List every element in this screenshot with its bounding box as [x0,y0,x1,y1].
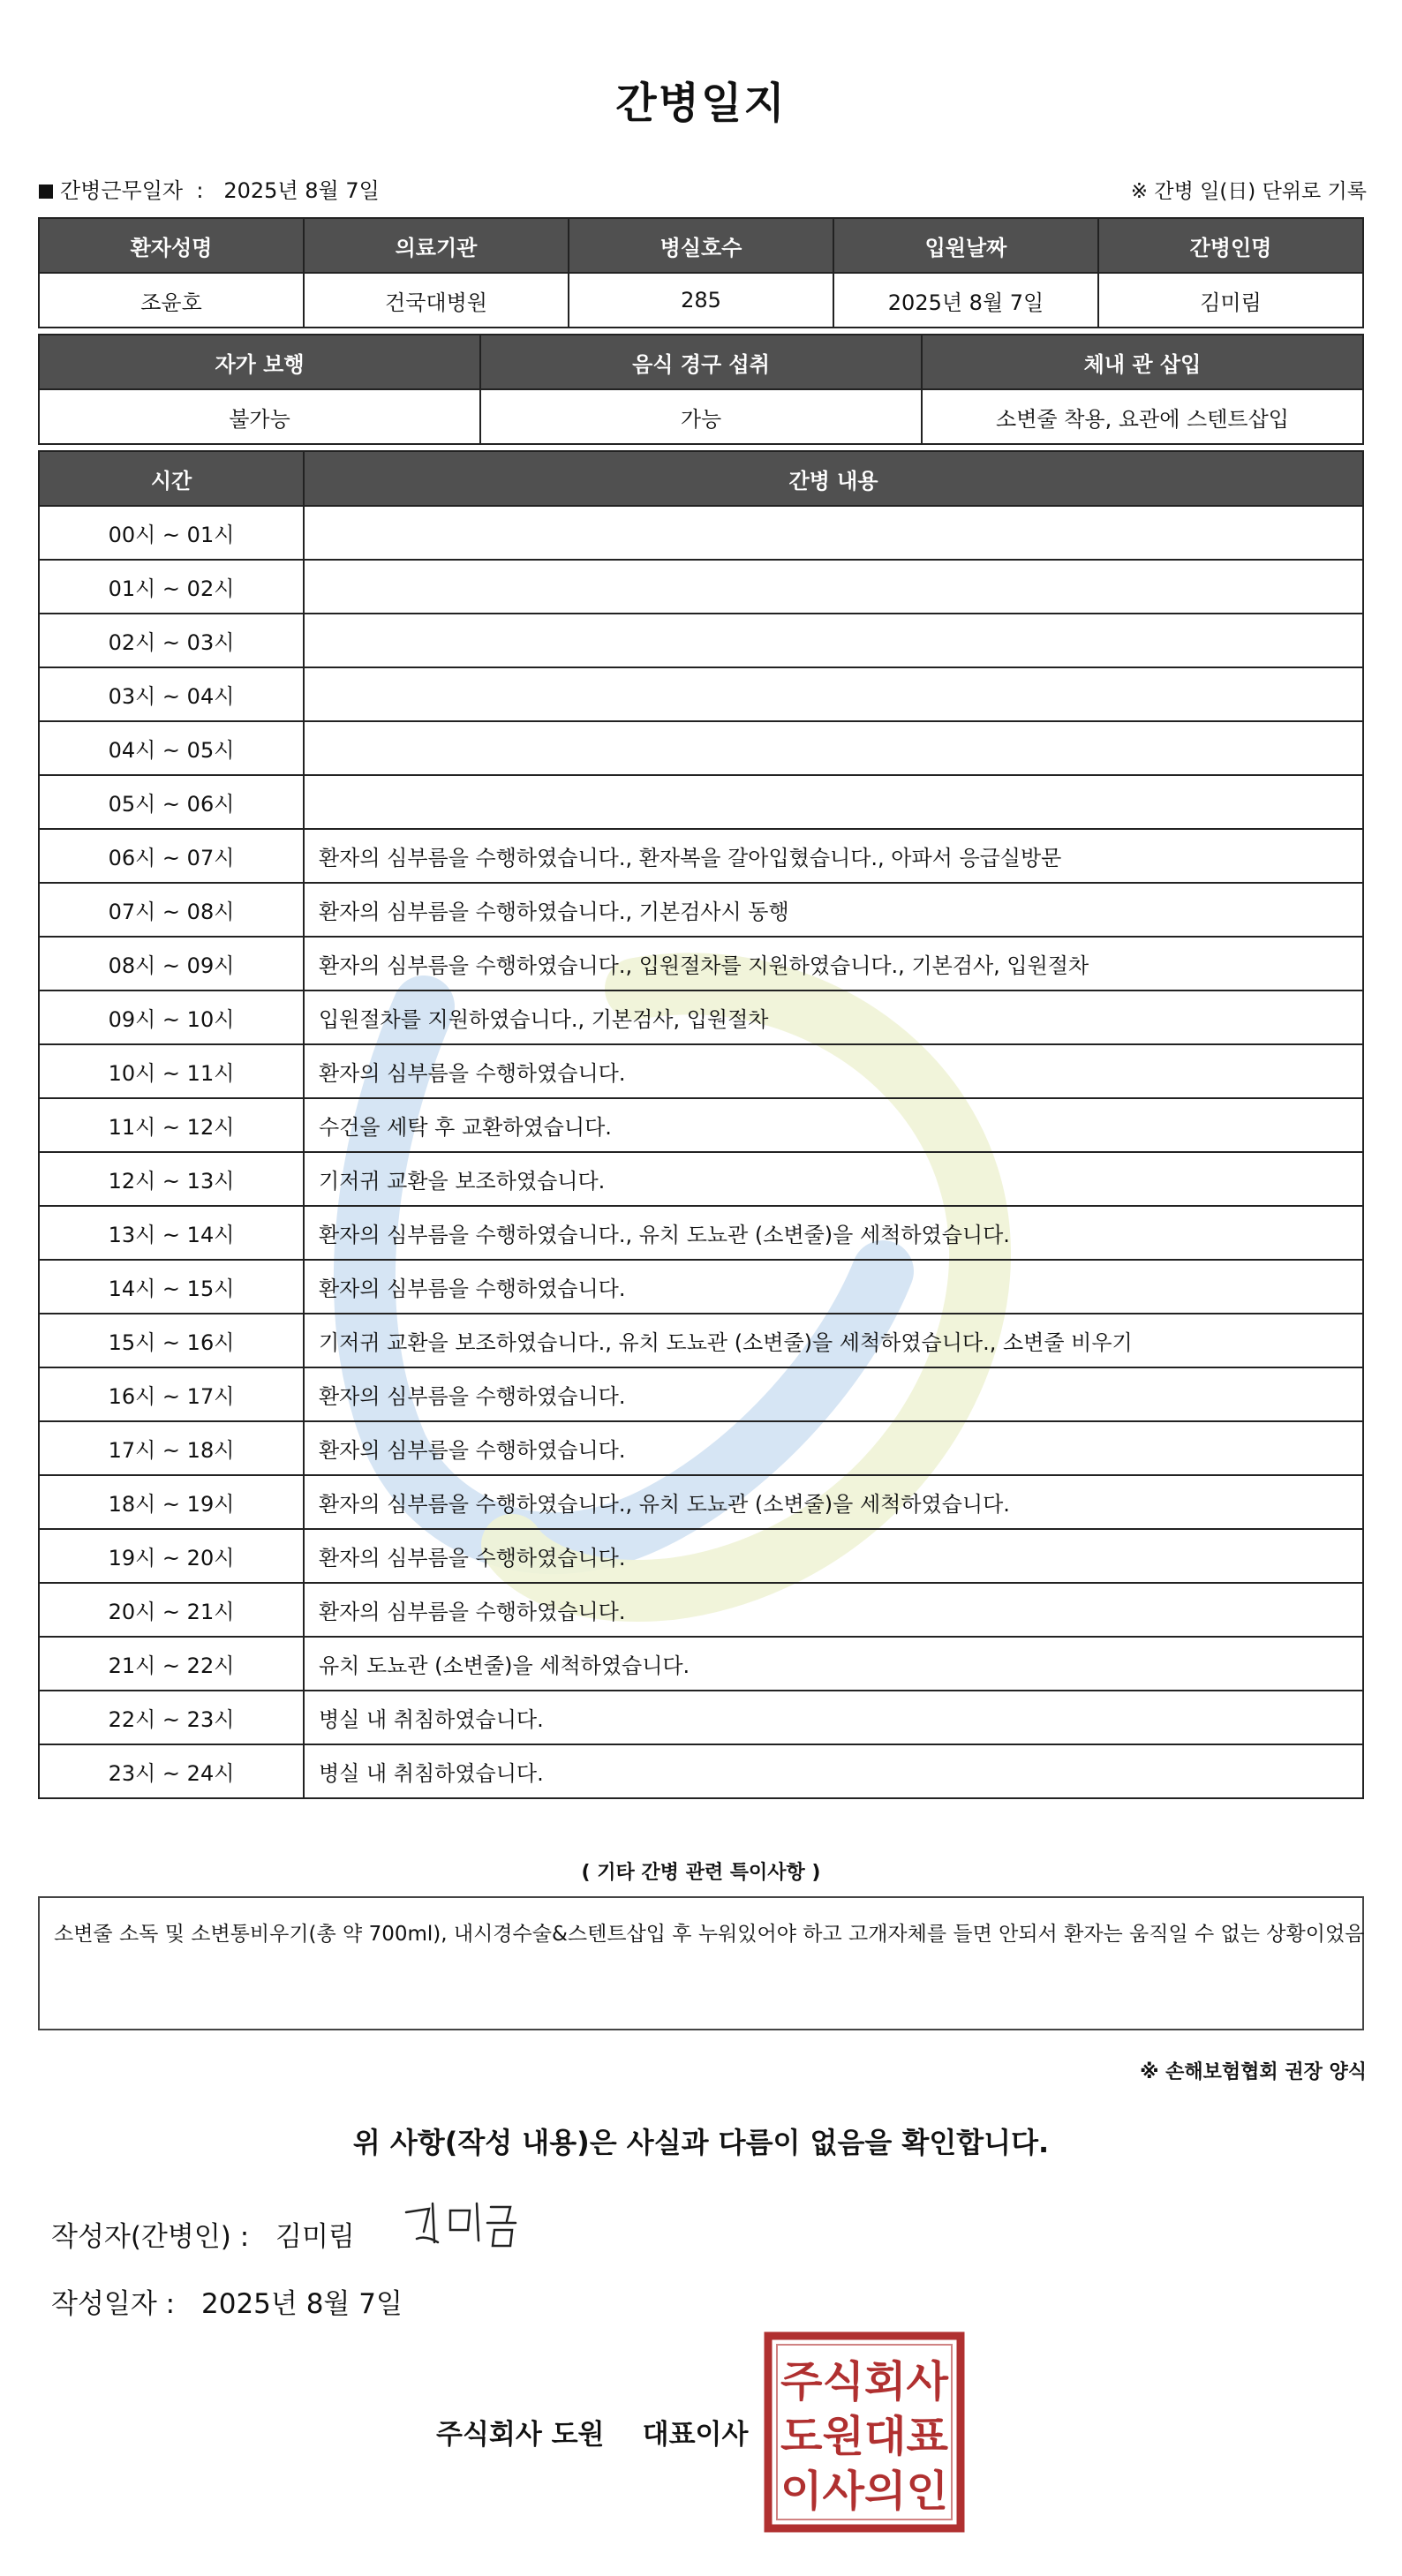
header-patient-name: 환자성명 [39,218,304,273]
log-time: 23시 ~ 24시 [39,1744,304,1798]
log-content: 환자의 심부름을 수행하였습니다., 입원절차를 지원하였습니다., 기본검사, 입원절차 [304,937,1363,990]
table-row [39,1260,1363,1314]
table-row [39,1421,1363,1475]
header-hospital: 의료기관 [304,218,569,273]
header-caregiver: 간병인명 [1098,218,1363,273]
patient-status-table [38,334,1364,445]
admission-date: 2025년 8월 7일 [833,273,1098,328]
log-time: 10시 ~ 11시 [39,1044,304,1098]
table-row [39,1314,1363,1367]
log-time: 11시 ~ 12시 [39,1098,304,1152]
caregiver-name: 김미림 [1098,273,1363,328]
header-walking: 자가 보행 [39,335,480,389]
log-time: 05시 ~ 06시 [39,775,304,829]
handwritten-signature [399,2196,531,2258]
log-time: 16시 ~ 17시 [39,1367,304,1421]
table-row [39,1044,1363,1098]
table-row [39,1152,1363,1206]
log-content: 환자의 심부름을 수행하였습니다. [304,1529,1363,1583]
company-seal-stamp [763,2331,966,2534]
log-content: 환자의 심부름을 수행하였습니다. [304,1367,1363,1421]
special-notes-text: 소변줄 소독 및 소변통비우기(총 약 700ml), 내시경수술&스텐트삽입 후 누워있어야 하고 고개자체를 들면 안되서 환자는 움직일 수 없는 상황이었음 [54,1923,1365,1946]
log-content: 기저귀 교환을 보조하였습니다., 유치 도뇨관 (소변줄)을 세척하였습니다., 소변줄 비우기 [304,1314,1363,1367]
header-content: 간병 내용 [304,451,1363,506]
care-log-body [39,506,1363,1798]
log-time: 22시 ~ 23시 [39,1691,304,1744]
svg-text:이사의인: 이사의인 [780,2467,948,2516]
hospital: 건국대병원 [304,273,569,328]
log-content: 환자의 심부름을 수행하였습니다. [304,1044,1363,1098]
log-time: 13시 ~ 14시 [39,1206,304,1260]
work-date [39,173,380,204]
log-content: 기저귀 교환을 보조하였습니다. [304,1152,1363,1206]
date-label: 작성일자 : [51,2288,176,2320]
log-content: 병실 내 취침하였습니다. [304,1744,1363,1798]
log-content [304,560,1363,614]
unit-note: ※ 간병 일(日) 단위로 기록 [1130,180,1367,203]
work-date-separator: : [196,178,204,203]
log-content [304,667,1363,721]
svg-text:도원대표: 도원대표 [780,2412,949,2461]
log-content: 환자의 심부름을 수행하였습니다., 기본검사시 동행 [304,883,1363,937]
log-content: 환자의 심부름을 수행하였습니다., 유치 도뇨관 (소변줄)을 세척하였습니다. [304,1475,1363,1529]
log-time: 15시 ~ 16시 [39,1314,304,1367]
log-content: 병실 내 취침하였습니다. [304,1691,1363,1744]
company-signatory: 주식회사 도원 대표이사 [436,2419,749,2451]
table-row [39,1529,1363,1583]
table-row [39,1475,1363,1529]
table-row [39,990,1363,1044]
document-title: 간병일지 [615,79,787,128]
care-log-table [38,450,1364,1799]
log-time: 18시 ~ 19시 [39,1475,304,1529]
log-content: 수건을 세탁 후 교환하였습니다. [304,1098,1363,1152]
table-row [39,1583,1363,1637]
header-time: 시간 [39,451,304,506]
table-row [39,506,1363,560]
table-row [39,721,1363,775]
svg-text:주식회사: 주식회사 [780,2357,949,2407]
table-row [39,883,1363,937]
log-time: 12시 ~ 13시 [39,1152,304,1206]
log-content: 환자의 심부름을 수행하였습니다., 환자복을 갈아입혔습니다., 아파서 응급실방문 [304,829,1363,883]
table-row [39,1744,1363,1798]
log-time: 21시 ~ 22시 [39,1637,304,1691]
log-time: 14시 ~ 15시 [39,1260,304,1314]
date-value: 2025년 8월 7일 [201,2288,403,2320]
log-time: 01시 ~ 02시 [39,560,304,614]
log-content: 환자의 심부름을 수행하였습니다. [304,1421,1363,1475]
log-time: 09시 ~ 10시 [39,990,304,1044]
log-time: 06시 ~ 07시 [39,829,304,883]
recommend-note: ※ 손해보험협회 권장 양식 [1140,2061,1367,2083]
table-row [39,614,1363,667]
walking-status: 불가능 [39,389,480,444]
log-content [304,775,1363,829]
log-content [304,614,1363,667]
patient-info-table [38,217,1364,328]
log-content [304,721,1363,775]
table-row [39,667,1363,721]
log-time: 07시 ~ 08시 [39,883,304,937]
work-date-value: 2025년 8월 7일 [223,178,380,203]
special-notes-box [38,1896,1364,2030]
tube-status: 소변줄 착용, 요관에 스텐트삽입 [922,389,1363,444]
special-notes-title: ( 기타 간병 관련 특이사항 ) [581,1862,821,1884]
log-content: 환자의 심부름을 수행하였습니다. [304,1583,1363,1637]
log-time: 20시 ~ 21시 [39,1583,304,1637]
writer-name: 김미림 [275,2221,355,2253]
log-time: 02시 ~ 03시 [39,614,304,667]
room-number: 285 [569,273,833,328]
table-row [39,1637,1363,1691]
log-content: 환자의 심부름을 수행하였습니다. [304,1260,1363,1314]
confirmation-statement: 위 사항(작성 내용)은 사실과 다름이 없음을 확인합니다. [352,2126,1050,2159]
header-admission-date: 입원날짜 [833,218,1098,273]
work-date-label: 간병근무일자 [60,178,184,203]
table-row [39,1098,1363,1152]
log-content: 유치 도뇨관 (소변줄)을 세척하였습니다. [304,1637,1363,1691]
header-tube: 체내 관 삽입 [922,335,1363,389]
table-row [39,560,1363,614]
log-content: 입원절차를 지원하였습니다., 기본검사, 입원절차 [304,990,1363,1044]
log-time: 03시 ~ 04시 [39,667,304,721]
log-time: 04시 ~ 05시 [39,721,304,775]
table-row [39,775,1363,829]
table-row [39,829,1363,883]
oral-intake-status: 가능 [480,389,922,444]
writer-label: 작성자(간병인) : [51,2221,250,2253]
log-content: 환자의 심부름을 수행하였습니다., 유치 도뇨관 (소변줄)을 세척하였습니다. [304,1206,1363,1260]
log-time: 19시 ~ 20시 [39,1529,304,1583]
log-content [304,506,1363,560]
table-row [39,1691,1363,1744]
bullet-square-icon [39,185,53,199]
table-row [39,1367,1363,1421]
header-oral-intake: 음식 경구 섭취 [480,335,922,389]
log-time: 08시 ~ 09시 [39,937,304,990]
log-time: 17시 ~ 18시 [39,1421,304,1475]
log-time: 00시 ~ 01시 [39,506,304,560]
table-row [39,1206,1363,1260]
header-room: 병실호수 [569,218,833,273]
table-row [39,937,1363,990]
patient-name: 조윤호 [39,273,304,328]
